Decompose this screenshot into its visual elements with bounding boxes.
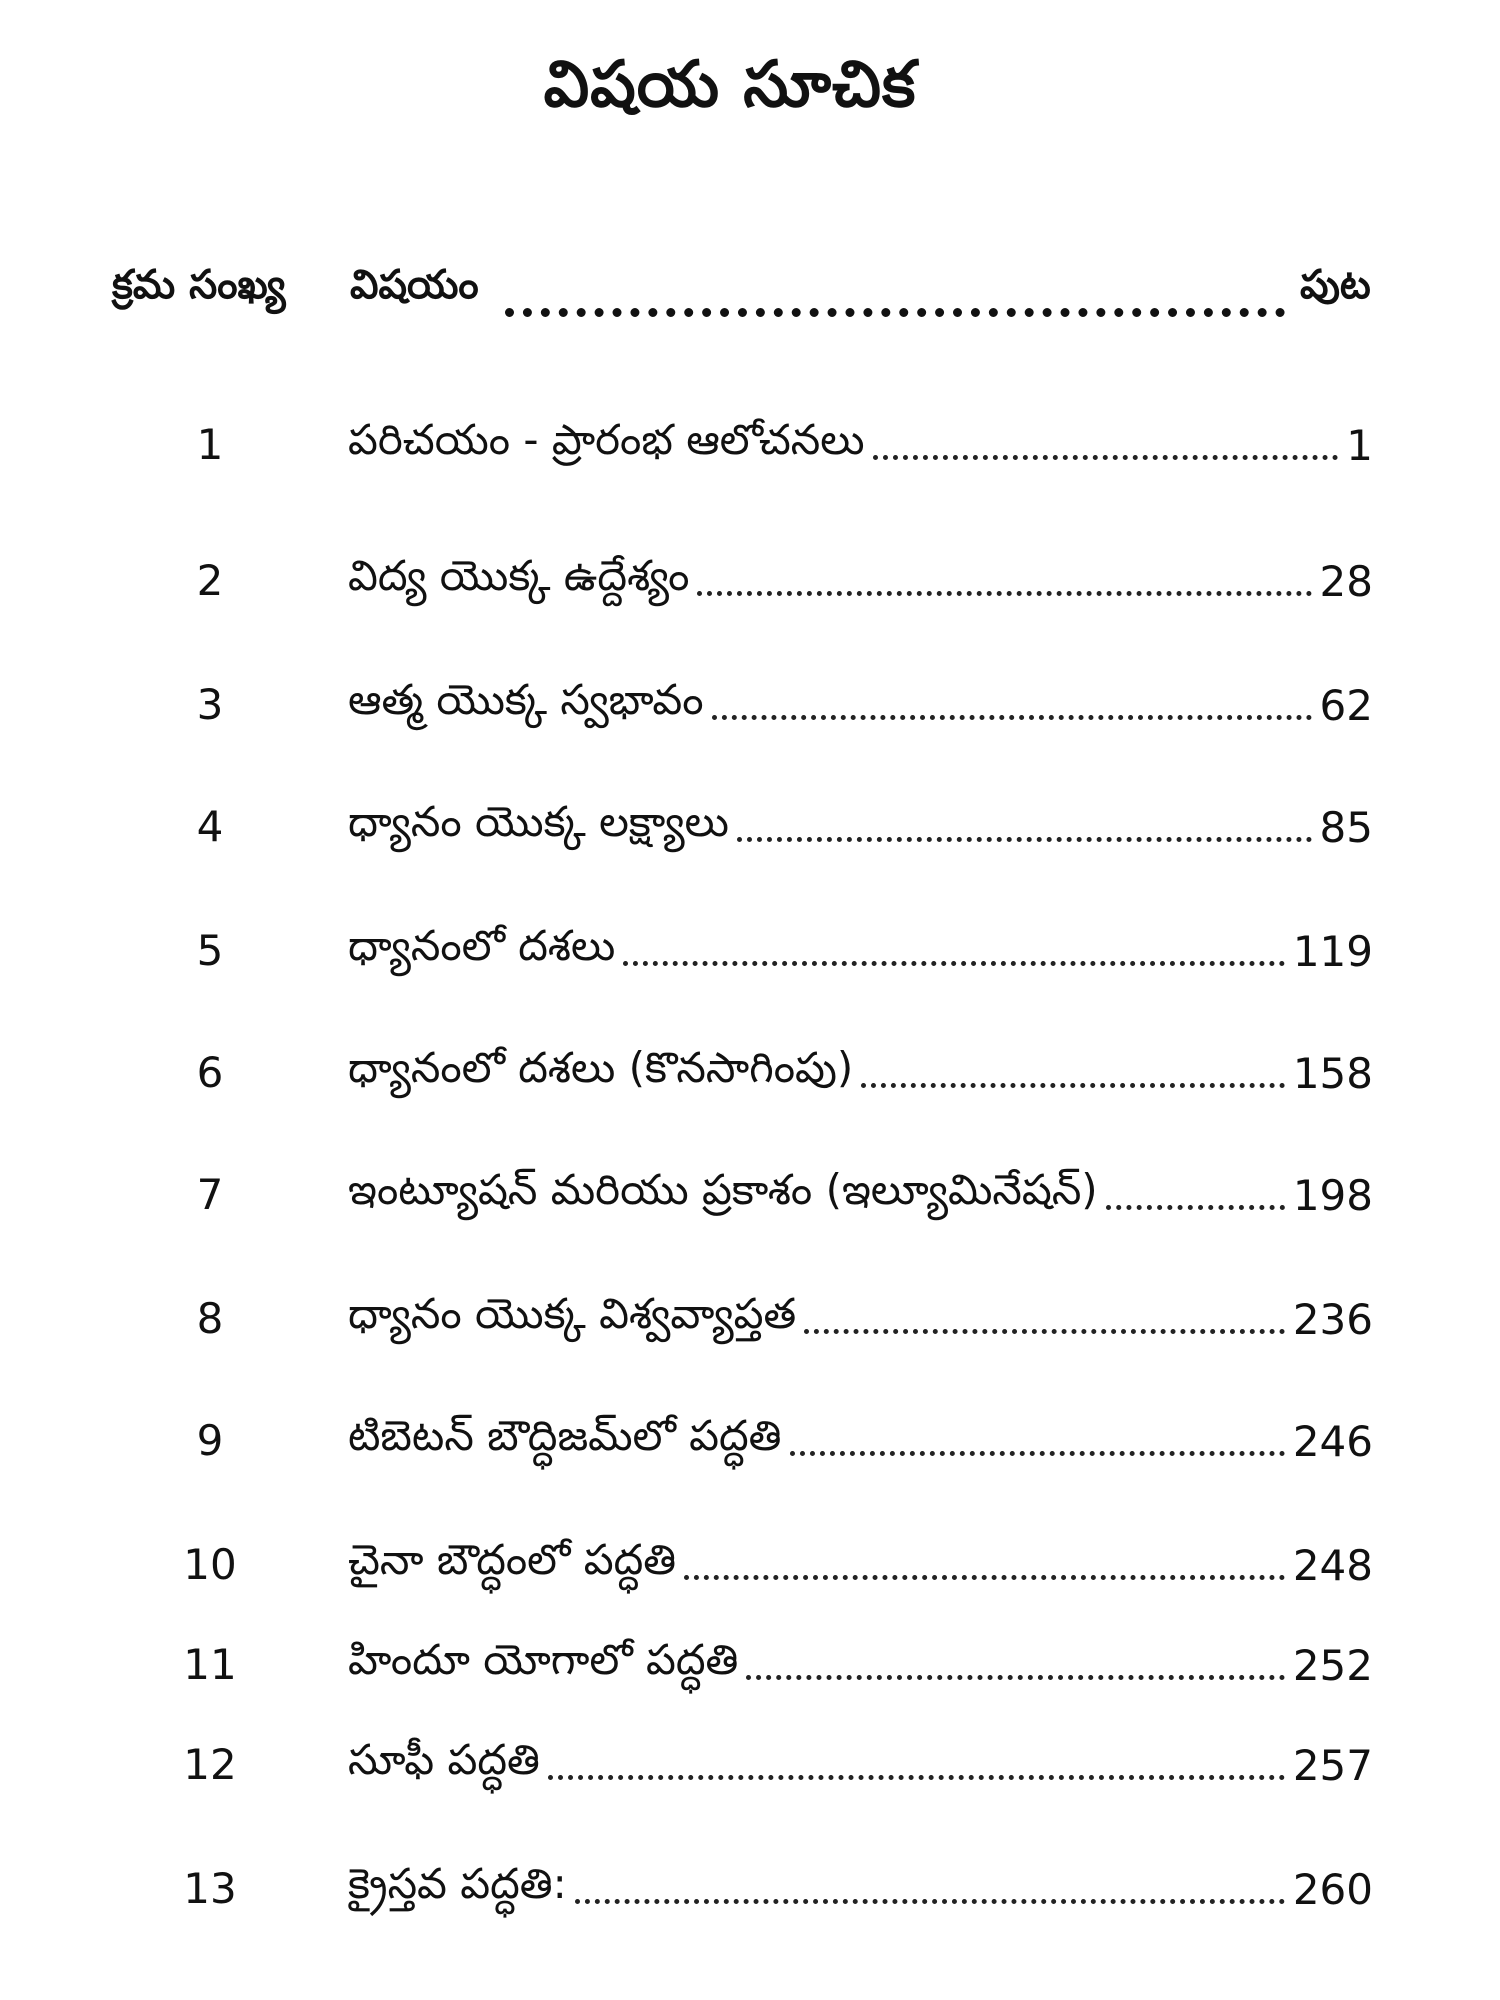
toc-row: [0, 1530, 1500, 1600]
row-title: హిందూ యోగాలో పద్ధతి: [348, 1635, 739, 1684]
row-page: 119: [1292, 926, 1373, 976]
row-page: 236: [1292, 1294, 1373, 1344]
row-title: ధ్యానంలో దశలు (కొనసాగింపు): [348, 1043, 854, 1092]
page-title: విషయ సూచిక: [543, 48, 917, 122]
row-page: 252: [1292, 1640, 1373, 1690]
row-page: 62: [1319, 680, 1373, 730]
row-title: ధ్యానం యొక్క లక్ష్యాలు: [348, 797, 729, 846]
row-page: 85: [1319, 802, 1373, 852]
row-title: ధ్యానం యొక్క విశ్వవ్యాప్తత: [348, 1289, 797, 1338]
row-page: 158: [1292, 1048, 1373, 1098]
row-number: 8: [196, 1294, 224, 1343]
row-title: పరిచయం - ప్రారంభ ఆలోచనలు: [348, 415, 865, 464]
toc-row: [0, 1038, 1500, 1108]
row-title: ఆత్మ యొక్క స్వభావం: [348, 675, 704, 724]
row-number: 11: [183, 1640, 237, 1689]
row-page: 260: [1292, 1864, 1373, 1914]
leader-dots: [790, 1449, 1285, 1456]
toc-row: [0, 1730, 1500, 1800]
leader-dots: [804, 1327, 1285, 1334]
leader-dots: [697, 589, 1311, 596]
leader-dots: [712, 713, 1312, 720]
header-leader-dots: [505, 268, 1285, 317]
toc-row: [0, 792, 1500, 862]
row-entry: [348, 546, 1373, 616]
row-entry: [348, 1630, 1373, 1700]
row-title: విద్య యొక్క ఉద్దేశ్యం: [348, 551, 690, 600]
row-page: 246: [1292, 1416, 1373, 1466]
leader-dots: [746, 1673, 1284, 1680]
header-number-label: క్రమ సంఖ్య: [112, 262, 286, 308]
leader-dots: [1106, 1203, 1285, 1210]
toc-row: [0, 546, 1500, 616]
row-number: 7: [196, 1170, 224, 1219]
row-page: 248: [1292, 1540, 1373, 1590]
row-entry: [348, 1854, 1373, 1924]
row-number: 1: [196, 420, 224, 469]
row-entry: [348, 1160, 1373, 1230]
toc-row: [0, 1160, 1500, 1230]
toc-row: [0, 670, 1500, 740]
row-title: క్రైస్తవ పద్ధతి:: [348, 1859, 567, 1908]
leader-dots: [623, 959, 1285, 966]
row-entry: [348, 1406, 1373, 1476]
leader-dots: [575, 1897, 1285, 1904]
row-number: 9: [196, 1416, 224, 1465]
toc-header: [0, 262, 1500, 332]
header-topic-label: విషయం: [350, 262, 479, 308]
row-entry: [348, 1038, 1373, 1108]
leader-dots: [737, 835, 1312, 842]
toc-row: [0, 1284, 1500, 1354]
row-entry: [348, 916, 1373, 986]
leader-dots: [873, 453, 1339, 460]
row-number: 3: [196, 680, 224, 729]
row-number: 6: [196, 1048, 224, 1097]
row-number: 4: [196, 802, 224, 851]
row-number: 13: [183, 1864, 237, 1913]
row-entry: [348, 1530, 1373, 1600]
header-page-label: పుట: [1300, 262, 1371, 308]
row-entry: [348, 1730, 1373, 1800]
row-title: ధ్యానంలో దశలు: [348, 921, 616, 970]
row-title: ఇంట్యూషన్ మరియు ప్రకాశం (ఇల్యూమినేషన్): [348, 1165, 1098, 1214]
toc-row: [0, 410, 1500, 480]
toc-row: [0, 1406, 1500, 1476]
row-entry: [348, 1284, 1373, 1354]
leader-dots: [548, 1773, 1285, 1780]
row-entry: [348, 792, 1373, 862]
row-number: 2: [196, 556, 224, 605]
leader-dots: [861, 1081, 1285, 1088]
leader-dots: [684, 1573, 1285, 1580]
row-page: 198: [1292, 1170, 1373, 1220]
toc-row: [0, 1854, 1500, 1924]
row-title: సూఫీ పద్ధతి: [348, 1735, 540, 1784]
toc-row: [0, 916, 1500, 986]
row-number: 12: [183, 1740, 237, 1789]
row-page: 257: [1292, 1740, 1373, 1790]
row-title: టిబెటన్ బౌద్ధిజమ్‌లో పద్ధతి: [348, 1411, 782, 1460]
row-number: 5: [196, 926, 224, 975]
row-page: 28: [1319, 556, 1373, 606]
row-title: చైనా బౌద్ధంలో పద్ధతి: [348, 1535, 677, 1584]
row-page: 1: [1346, 420, 1373, 470]
row-entry: [348, 410, 1373, 480]
row-entry: [348, 670, 1373, 740]
row-number: 10: [183, 1540, 237, 1589]
toc-row: [0, 1630, 1500, 1700]
